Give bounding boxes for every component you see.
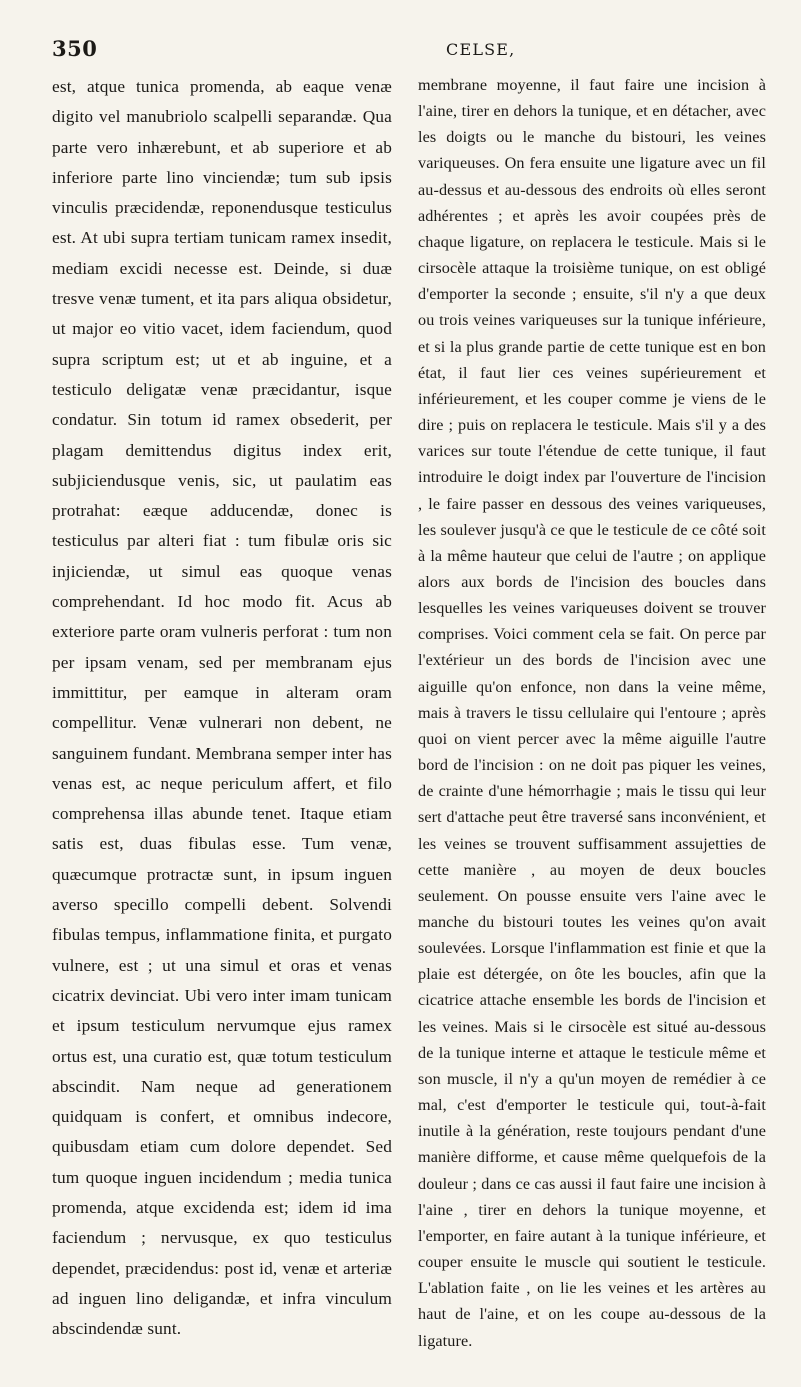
page-header xyxy=(48,30,761,64)
french-column xyxy=(418,72,766,1354)
latin-paragraph: est, atque tunica promenda, ab eaque venæ digito vel manubriolo scalpelli separandæ. Qua parte vero inhærebunt, et ab superiore et ab inferiore parte lino vinciendæ; tum sub ipsis vinculis præcidendæ, reponendusque testiculus est. At ubi supra tertiam tunicam ramex insedit, mediam excidi necesse est. Deinde, si duæ tresve venæ tument, et ita pars aliqua obsidetur, ut major eo vitio vacet, idem faciendum, quod supra scriptum est; ut et ab inguine, et a testiculo deligatæ venæ præcidantur, isque condatur. Sin totum id ramex obsederit, per plagam demittendus digitus index erit, subjiciendusque venis, sic, ut paulatim eas protrahat: eæque adducendæ, donec is testiculus par alteri fiat : tum fibulæ oris sic injiciendæ, ut simul eas quoque venas comprehendant. Id hoc modo fit. Acus ab exteriore parte oram vulneris perforat : tum non per ipsam venam, sed per membranam ejus immittitur, per eamque in alteram oram compellitur. Venæ vulnerari non debent, ne sanguinem fundant. Membrana semper inter has venas est, ac neque periculum affert, et filo comprehensa illas abunde tenet. Itaque etiam satis est, duas fibulas esse. Tum venæ, quæcumque protractæ sunt, in ipsum inguen averso specillo compelli debent. Solvendi fibulas tempus, inflammatione finita, et purgato vulnere, est ; ut una simul et oras et venas cicatrix devinciat. Ubi vero inter imam tunicam et ipsum testiculum nervumque ejus ramex ortus est, una curatio est, quæ totum testiculum abscindit. Nam neque ad generationem quidquam is confert, et omnibus indecore, quibusdam etiam cum dolore dependet. Sed tum quoque inguen incidendum ; media tunica promenda, atque excidenda est; idem id ima faciendum ; nervusque, ex quo testiculus dependet, præcidendus: post id, venæ et arteriæ ad inguen lino deligandæ, et infra vinculum abscindendæ sunt. xyxy=(52,77,392,1339)
running-head: CELSE, xyxy=(446,40,516,59)
latin-column xyxy=(52,72,392,1344)
page-number: 350 xyxy=(52,36,98,61)
french-paragraph: membrane moyenne, il faut faire une incision à l'aine, tirer en dehors la tunique, et en détacher, avec les doigts ou le manche du bistouri, les veines variqueuses. On fera ensuite une ligature avec un fil au-dessus et au-dessous des endroits où elles seront adhérentes ; et après les avoir coupées près de chaque ligature, on replacera le testicule. Mais si le cirsocèle attaque la troisième tunique, on est obligé d'emporter la seconde ; ensuite, s'il n'y a que deux ou trois veines variqueuses sur la tunique inférieure, et si la plus grande partie de cette tunique est en bon état, il faut lier ces veines supérieurement et inférieurement, et les couper comme je viens de le dire ; puis on replacera le testicule. Mais s'il y a des varices sur toute l'étendue de cette tunique, il faut introduire le doigt index par l'ouverture de l'incision , le faire passer en dessous des veines variqueuses, les soulever jusqu'à ce que le testicule de ce côté soit à la même hauteur que celui de l'autre ; on applique alors aux bords de l'incision des boucles dans lesquelles les veines variqueuses doivent se trouver comprises. Voici comment cela se fait. On perce par l'extérieur un des bords de l'incision avec une aiguille qu'on enfonce, non dans la veine même, mais à travers le tissu cellulaire qui l'entoure ; après quoi on vient percer avec la même aiguille l'autre bord de l'incision : on ne doit pas piquer les veines, de crainte d'une hémorrhagie ; mais le tissu qui leur sert d'attache peut être traversé sans inconvénient, et les veines se trouvent suffisamment assujetties de cette manière , au moyen de deux boucles seulement. On pousse ensuite vers l'aine avec le manche du bistouri toutes les veines qu'on avait soulevées. Lorsque l'inflammation est finie et que la plaie est détergée, on ôte les boucles, afin que la cicatrice attache ensemble les bords de l'incision et les veines. Mais si le cirsocèle est situé au-dessous de la tunique interne et attaque le testicule même et son muscle, il n'y a qu'un moyen de remédier à ce mal, c'est d'emporter le testicule qui, tout-à-fait inutile à la génération, reste toujours pendant d'une manière difforme, et cause même quelquefois de la douleur ; dans ce cas aussi il faut faire une incision à l'aine , tirer en dehors la tunique moyenne, et l'emporter, en faire autant à la tunique inférieure, et couper ensuite le muscle qui soutient le testicule. L'ablation faite , on lie les veines et les artères au haut de l'aine, et on les coupe au-dessous de la ligature. xyxy=(418,76,766,1350)
